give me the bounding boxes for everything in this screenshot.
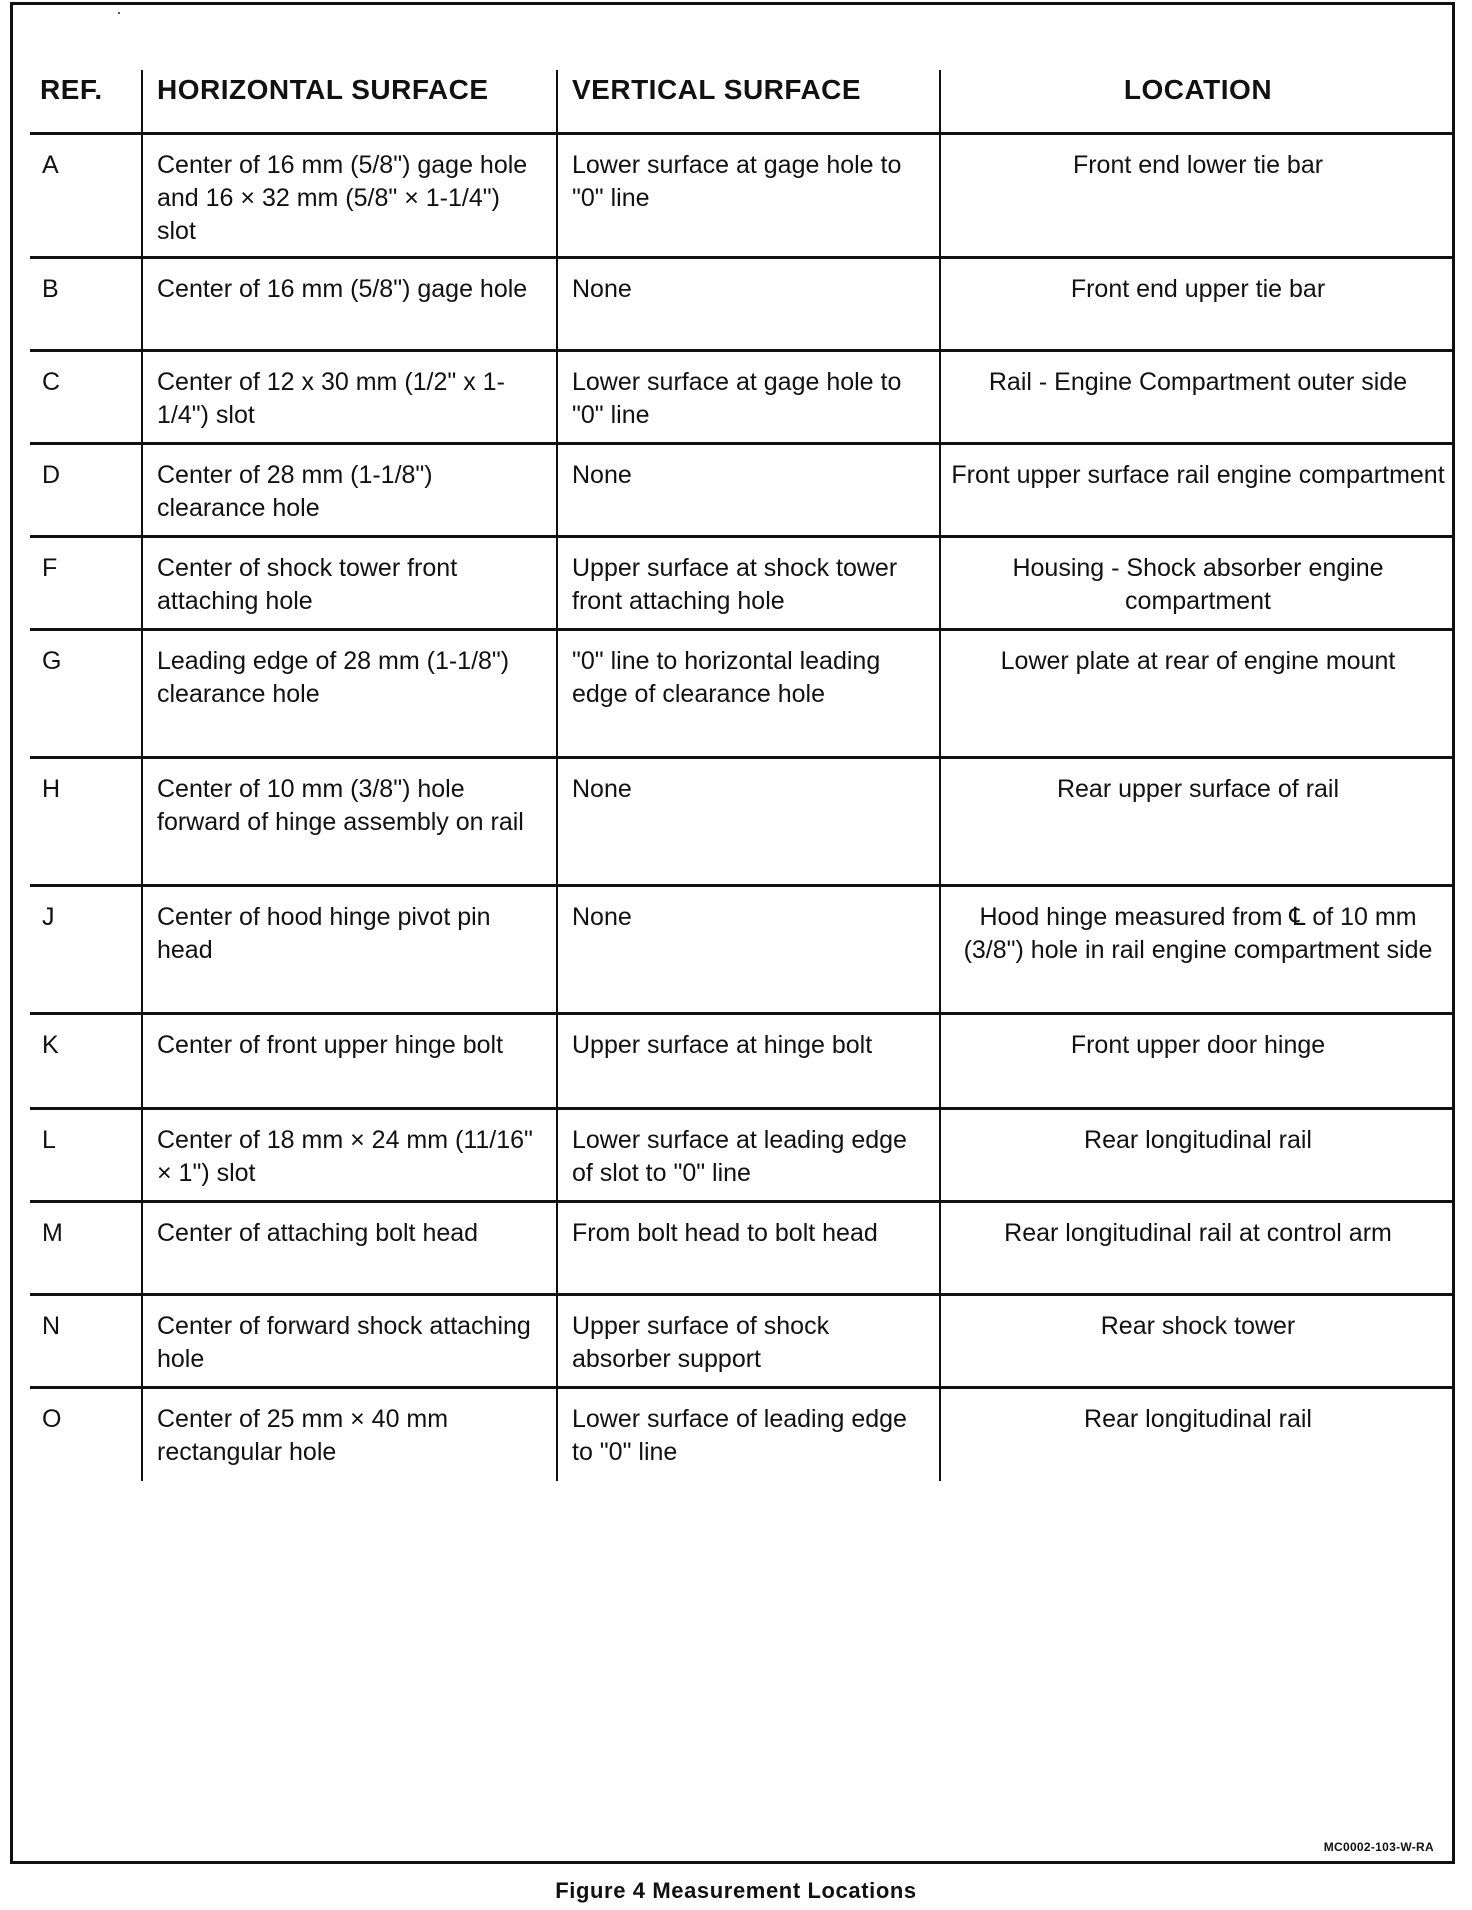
- cell-horizontal: Center of 10 mm (3/8") hole forward of hinge assembly on rail: [142, 758, 557, 886]
- table-row: [30, 537, 1455, 630]
- cell-horizontal: Center of 16 mm (5/8") gage hole: [142, 258, 557, 351]
- cell-ref: G: [30, 630, 142, 758]
- table-row: [30, 1295, 1455, 1388]
- cell-ref: D: [30, 444, 142, 537]
- table-row: [30, 351, 1455, 444]
- cell-location: Front upper door hinge: [940, 1014, 1455, 1109]
- table-row: [30, 134, 1455, 258]
- cell-location: Hood hinge measured from ℄ of 10 mm (3/8") hole in rail engine compartment side: [940, 886, 1455, 1014]
- cell-vertical: None: [557, 886, 940, 1014]
- table-row: [30, 630, 1455, 758]
- cell-horizontal: Center of front upper hinge bolt: [142, 1014, 557, 1109]
- cell-location: Housing - Shock absorber engine compartment: [940, 537, 1455, 630]
- cell-horizontal: Center of hood hinge pivot pin head: [142, 886, 557, 1014]
- cell-vertical: Lower surface at gage hole to "0" line: [557, 134, 940, 258]
- cell-horizontal: Center of 28 mm (1-1/8") clearance hole: [142, 444, 557, 537]
- table-row: [30, 758, 1455, 886]
- cell-location: Front upper surface rail engine compartment: [940, 444, 1455, 537]
- cell-horizontal: Center of attaching bolt head: [142, 1202, 557, 1295]
- cell-horizontal: Center of 12 x 30 mm (1/2" x 1-1/4") slot: [142, 351, 557, 444]
- cell-horizontal: Center of 25 mm × 40 mm rectangular hole: [142, 1388, 557, 1481]
- cell-vertical: "0" line to horizontal leading edge of clearance hole: [557, 630, 940, 758]
- cell-ref: B: [30, 258, 142, 351]
- measurement-table: [30, 70, 1455, 1481]
- table-row: [30, 258, 1455, 351]
- cell-horizontal: Center of shock tower front attaching hole: [142, 537, 557, 630]
- cell-horizontal: Center of 18 mm × 24 mm (11/16" × 1") slot: [142, 1109, 557, 1202]
- cell-horizontal: Leading edge of 28 mm (1-1/8") clearance hole: [142, 630, 557, 758]
- cell-vertical: None: [557, 258, 940, 351]
- cell-ref: L: [30, 1109, 142, 1202]
- cell-location: Rail - Engine Compartment outer side: [940, 351, 1455, 444]
- cell-horizontal: Center of 16 mm (5/8") gage hole and 16 × 32 mm (5/8" × 1-1/4") slot: [142, 134, 557, 258]
- cell-vertical: Lower surface of leading edge to "0" line: [557, 1388, 940, 1481]
- cell-ref: M: [30, 1202, 142, 1295]
- cell-location: Rear shock tower: [940, 1295, 1455, 1388]
- cell-location: Lower plate at rear of engine mount: [940, 630, 1455, 758]
- cell-vertical: From bolt head to bolt head: [557, 1202, 940, 1295]
- cell-location: Rear upper surface of rail: [940, 758, 1455, 886]
- cell-horizontal: Center of forward shock attaching hole: [142, 1295, 557, 1388]
- header-horizontal-surface: HORIZONTAL SURFACE: [142, 70, 557, 134]
- table-row: [30, 1202, 1455, 1295]
- cell-location: Rear longitudinal rail: [940, 1388, 1455, 1481]
- header-vertical-surface: VERTICAL SURFACE: [557, 70, 940, 134]
- cell-vertical: None: [557, 758, 940, 886]
- table-row: [30, 1014, 1455, 1109]
- cell-vertical: Upper surface at shock tower front attaching hole: [557, 537, 940, 630]
- cell-ref: J: [30, 886, 142, 1014]
- cell-ref: C: [30, 351, 142, 444]
- scan-speck: [118, 12, 120, 14]
- header-ref: REF.: [30, 70, 142, 134]
- cell-vertical: Lower surface at leading edge of slot to "0" line: [557, 1109, 940, 1202]
- figure-code: MC0002-103-W-RA: [1323, 1840, 1434, 1854]
- cell-vertical: Upper surface of shock absorber support: [557, 1295, 940, 1388]
- cell-location: Rear longitudinal rail at control arm: [940, 1202, 1455, 1295]
- cell-ref: K: [30, 1014, 142, 1109]
- table-header-row: [30, 70, 1455, 134]
- table-row: [30, 1109, 1455, 1202]
- cell-ref: F: [30, 537, 142, 630]
- cell-location: Front end lower tie bar: [940, 134, 1455, 258]
- header-location: LOCATION: [940, 70, 1455, 134]
- cell-location: Rear longitudinal rail: [940, 1109, 1455, 1202]
- cell-ref: O: [42, 1405, 62, 1433]
- figure-caption: Figure 4 Measurement Locations: [555, 1878, 917, 1903]
- cell-ref: N: [30, 1295, 142, 1388]
- table-row: [30, 1388, 1455, 1481]
- cell-ref: A: [30, 134, 142, 258]
- cell-vertical: None: [557, 444, 940, 537]
- cell-location: Front end upper tie bar: [940, 258, 1455, 351]
- cell-vertical: Lower surface at gage hole to "0" line: [557, 351, 940, 444]
- table-row: [30, 886, 1455, 1014]
- cell-ref: H: [30, 758, 142, 886]
- cell-vertical: Upper surface at hinge bolt: [557, 1014, 940, 1109]
- table-row: [30, 444, 1455, 537]
